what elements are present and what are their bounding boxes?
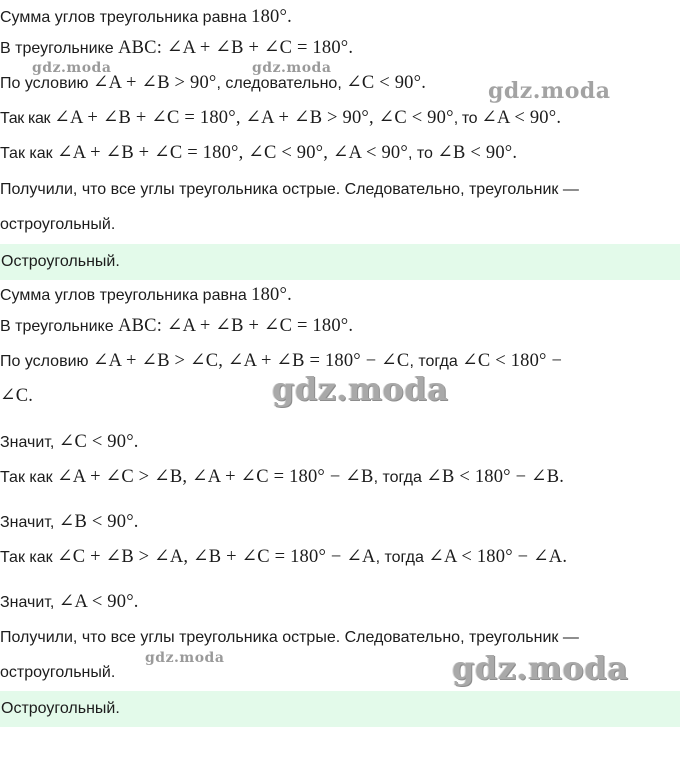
s2-line-2: В треугольнике ABC: ∠A + ∠B + ∠C = 180°. (0, 316, 354, 336)
s2-line-11: остроугольный. (0, 664, 116, 681)
s1-line-7: остроугольный. (0, 216, 116, 233)
s2-line-10: Получили, что все углы треугольника острые. Следовательно, треугольник — (0, 629, 579, 646)
s2-line-9: Значит, ∠A < 90°. (0, 592, 139, 612)
s1-line-4: Так как ∠A + ∠B + ∠C = 180°, ∠A + ∠B > 90°, ∠C < 90°, то ∠A < 90°. (0, 108, 562, 128)
watermark: gdz.moda (452, 649, 629, 687)
watermark: gdz.moda (488, 78, 611, 104)
s2-line-3: По условию ∠A + ∠B > ∠C, ∠A + ∠B = 180° − ∠C, тогда ∠C < 180° − (0, 351, 563, 371)
s1-line-3: По условию ∠A + ∠B > 90°, следовательно, ∠C < 90°. (0, 73, 427, 93)
s1-line-5: Так как ∠A + ∠B + ∠C = 180°, ∠C < 90°, ∠A < 90°, то ∠B < 90°. (0, 143, 518, 163)
watermark: gdz.moda (272, 370, 449, 408)
s2-line-5: Значит, ∠C < 90°. (0, 432, 139, 452)
s2-answer: Остроугольный. (0, 691, 680, 727)
s2-line-1: Сумма углов треугольника равна 180°. (0, 285, 292, 305)
watermark: gdz.moda (145, 650, 225, 666)
s1-line-2: В треугольнике ABC: ∠A + ∠B + ∠C = 180°. (0, 38, 354, 58)
s2-line-4: ∠C. (0, 386, 34, 406)
s2-line-7: Значит, ∠B < 90°. (0, 512, 139, 532)
s1-line-1: Сумма углов треугольника равна 180°. (0, 7, 292, 27)
s2-line-6: Так как ∠A + ∠C > ∠B, ∠A + ∠C = 180° − ∠B, тогда ∠B < 180° − ∠B. (0, 467, 565, 487)
watermark: gdz.moda (252, 60, 332, 76)
s1-line-6: Получили, что все углы треугольника острые. Следовательно, треугольник — (0, 181, 579, 198)
watermark: gdz.moda (32, 60, 112, 76)
s2-line-8: Так как ∠C + ∠B > ∠A, ∠B + ∠C = 180° − ∠A, тогда ∠A < 180° − ∠A. (0, 547, 568, 567)
s1-answer: Остроугольный. (0, 244, 680, 280)
